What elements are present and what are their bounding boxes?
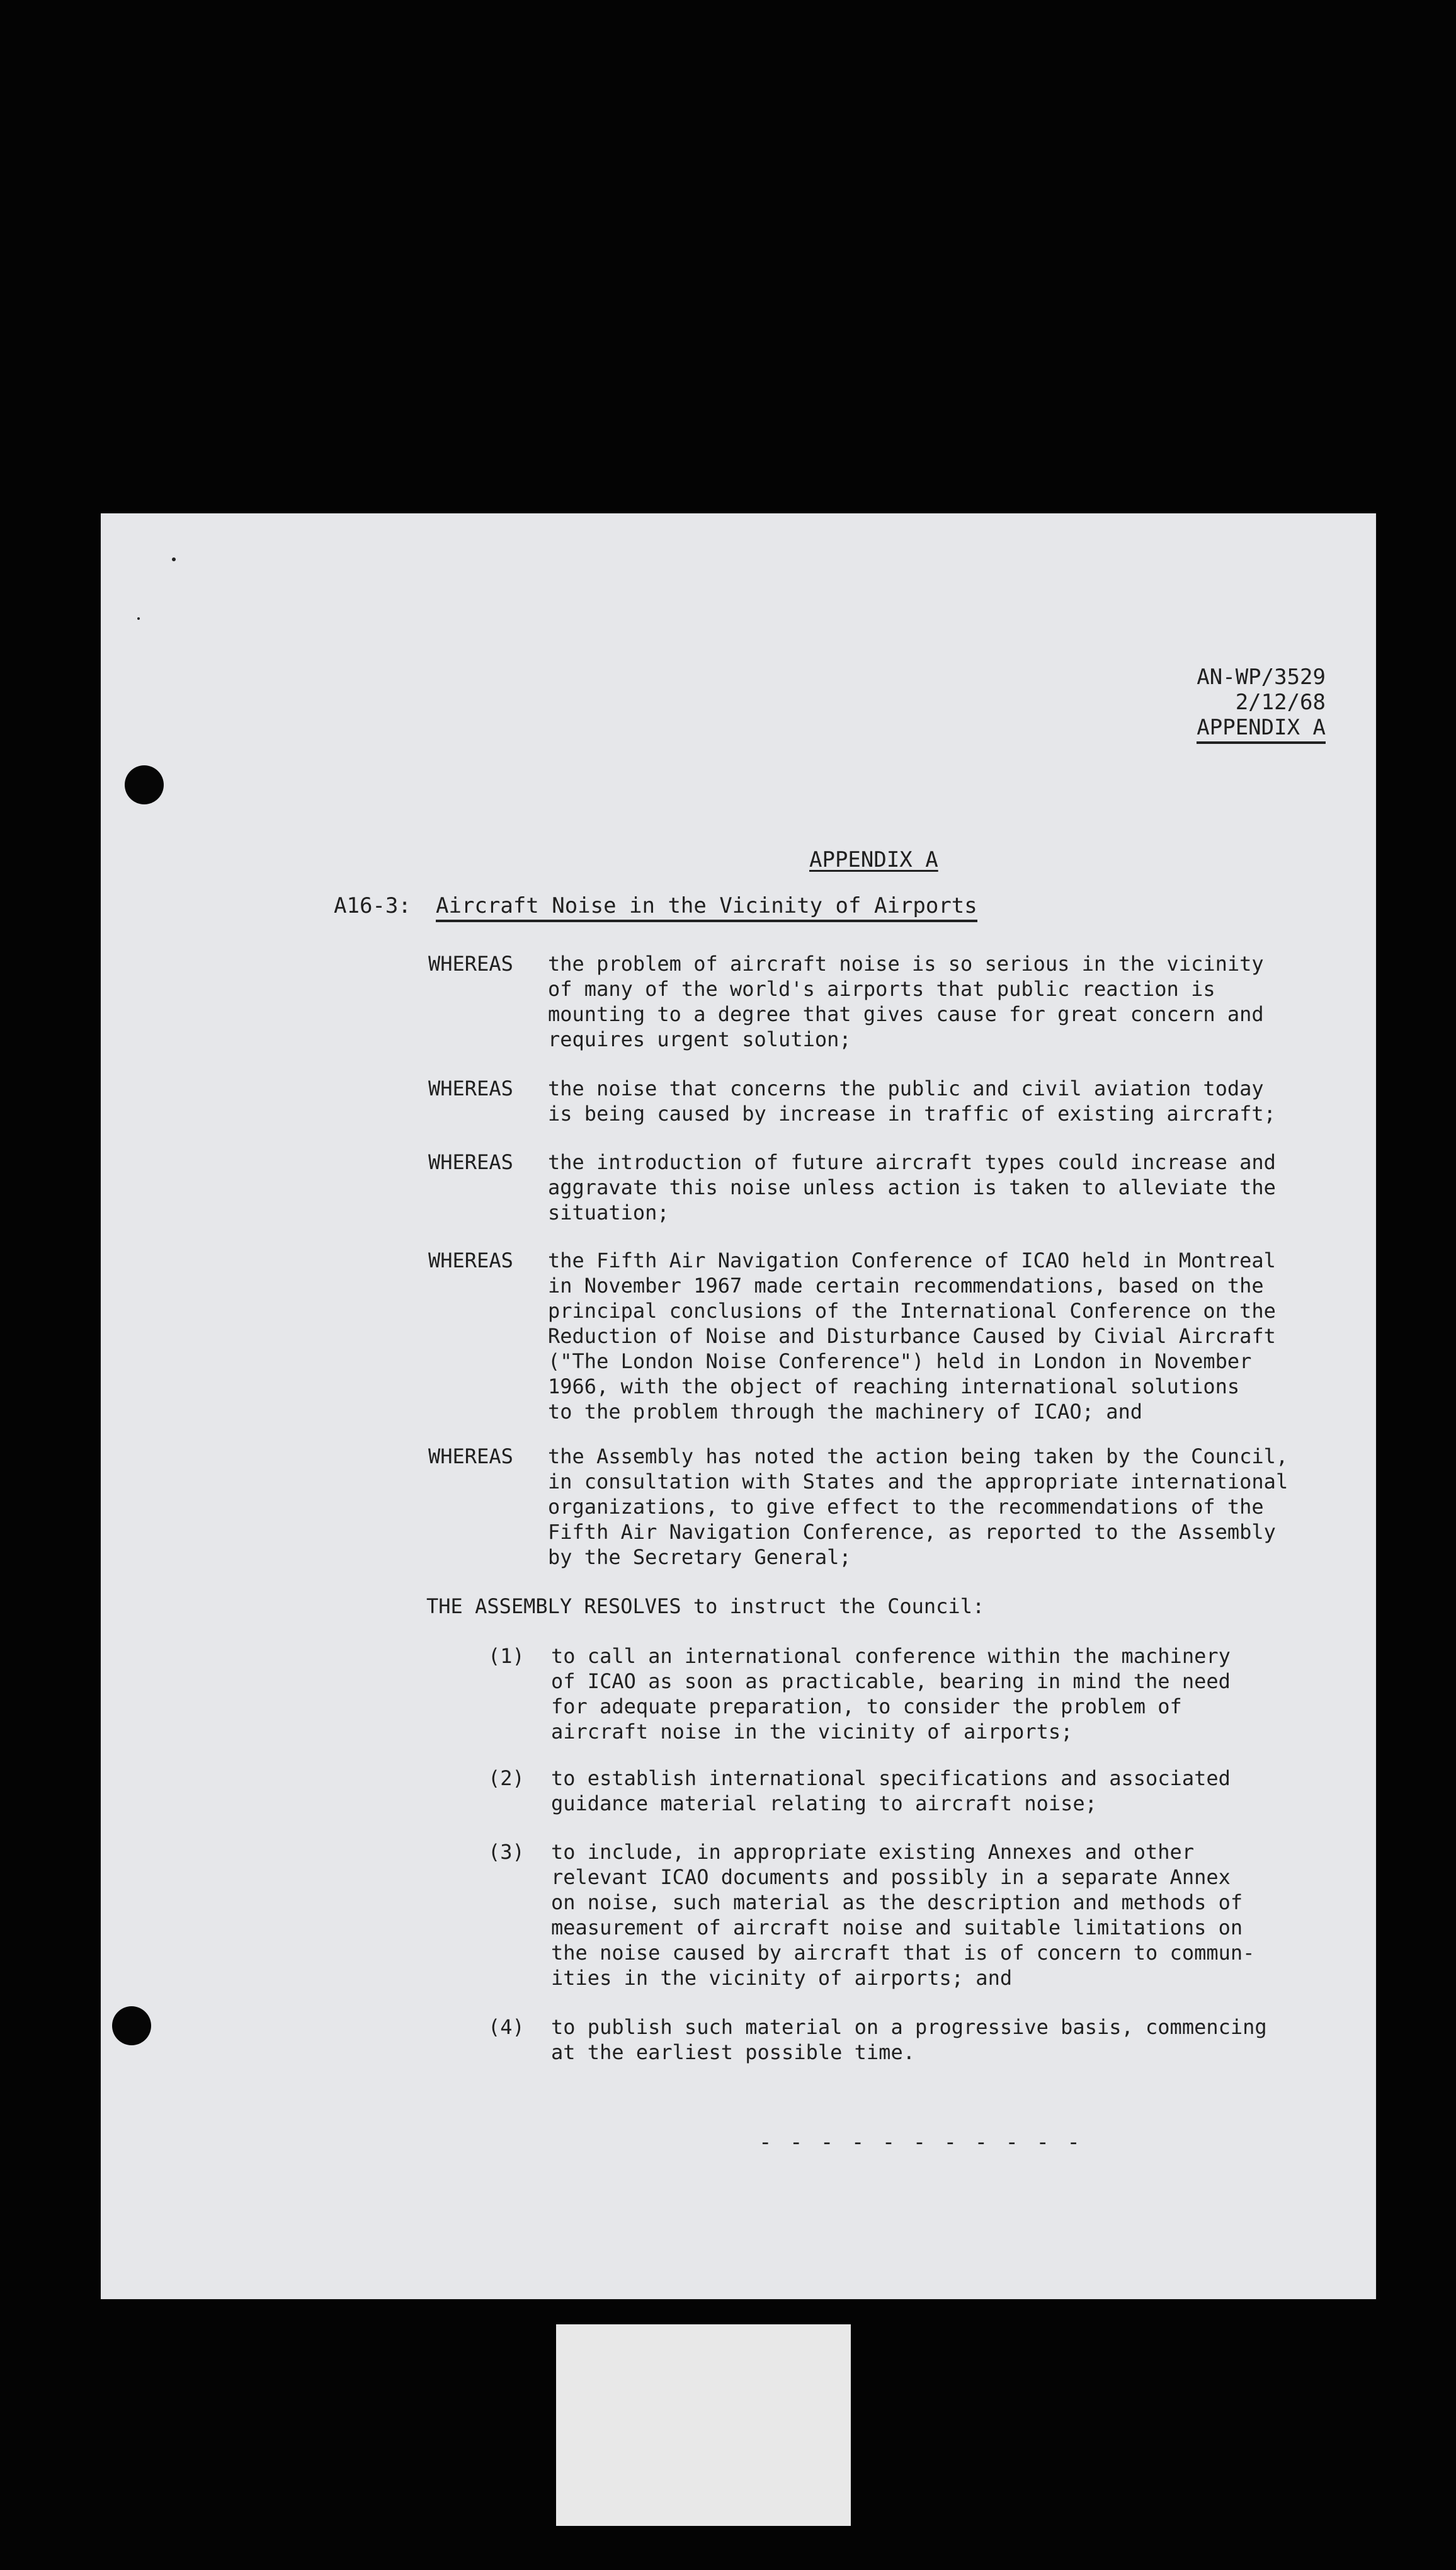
document-reference <box>1197 665 1326 740</box>
item-number: (1) <box>488 1644 525 1668</box>
whereas-text: the noise that concerns the public and civil aviation today is being caused by increase in traffic of existing aircraft; <box>548 1077 1276 1126</box>
resolves-item <box>488 1643 1332 1744</box>
item-number: (4) <box>488 2015 525 2039</box>
punch-hole-bottom <box>112 2006 151 2045</box>
resolves-item <box>488 1839 1332 1990</box>
whereas-text: the problem of aircraft noise is so serious in the vicinity of many of the world's airports that public reaction is mounting to a degree that gives cause for great concern and requires urgent solution; <box>548 952 1264 1051</box>
document-page <box>101 513 1376 2299</box>
whereas-text: the Fifth Air Navigation Conference of ICAO held in Montreal in November 1967 made certain recommendations, based on the principal conclusions of the International Conference on the Reduction of Noise and Disturbance Caused by Civial Aircraft ("The London Noise Conference") held in London in November 1966, with the object of reaching international solutions to the problem through the machinery of ICAO; and <box>548 1248 1276 1424</box>
blank-label-card <box>556 2324 851 2526</box>
whereas-clause <box>428 1150 1335 1225</box>
resolution-number: A16-3: <box>334 893 411 918</box>
whereas-keyword: WHEREAS <box>428 1077 513 1100</box>
resolution-title: Aircraft Noise in the Vicinity of Airports <box>436 893 977 922</box>
item-number: (3) <box>488 1840 525 1864</box>
appendix-title: APPENDIX A <box>809 847 938 872</box>
doc-date: 2/12/68 <box>1235 690 1326 715</box>
item-text: to include, in appropriate existing Annexes and other relevant ICAO documents and possibly in a separate Annex on noise, such material as the description and methods of measurement of aircraft noise and suitable limitations on the noise caused by aircraft that is of concern to commun- ities in the vicinity of airports; and <box>551 1840 1255 1990</box>
resolves-item <box>488 1766 1332 1816</box>
item-text: to publish such material on a progressive basis, commencing at the earliest possible time. <box>551 2015 1267 2064</box>
whereas-clause <box>428 1076 1335 1126</box>
punch-hole-top <box>125 765 164 804</box>
item-text: to call an international conference within the machinery of ICAO as soon as practicable, bearing in mind the need for adequate preparation, to consider the problem of aircraft noise in the vicinity of airports; <box>551 1644 1231 1744</box>
whereas-clause <box>428 1444 1335 1570</box>
end-marker: - - - - - - - - - - - <box>759 2130 1083 2155</box>
paper-speck <box>172 557 176 561</box>
whereas-text: the Assembly has noted the action being taken by the Council, in consultation with States and the appropriate international organizations, to give effect to the recommendations of the Fifth Air Navigation Conference, as reported to the Assembly by the Secretary General; <box>548 1444 1288 1569</box>
item-number: (2) <box>488 1766 525 1790</box>
whereas-text: the introduction of future aircraft types could increase and aggravate this noise unless action is taken to alleviate the situation; <box>548 1150 1276 1225</box>
whereas-clause <box>428 1248 1335 1424</box>
resolves-item <box>488 2014 1332 2065</box>
whereas-keyword: WHEREAS <box>428 1444 513 1468</box>
item-text: to establish international specifications and associated guidance material relating to aircraft noise; <box>551 1766 1231 1815</box>
doc-number: AN-WP/3529 <box>1197 665 1326 690</box>
whereas-clause <box>428 951 1335 1052</box>
paper-speck <box>137 617 140 620</box>
resolves-heading: THE ASSEMBLY RESOLVES to instruct the Council: <box>426 1594 985 1618</box>
whereas-keyword: WHEREAS <box>428 1150 513 1174</box>
whereas-keyword: WHEREAS <box>428 952 513 976</box>
doc-appendix-label: APPENDIX A <box>1197 715 1326 744</box>
whereas-keyword: WHEREAS <box>428 1248 513 1272</box>
